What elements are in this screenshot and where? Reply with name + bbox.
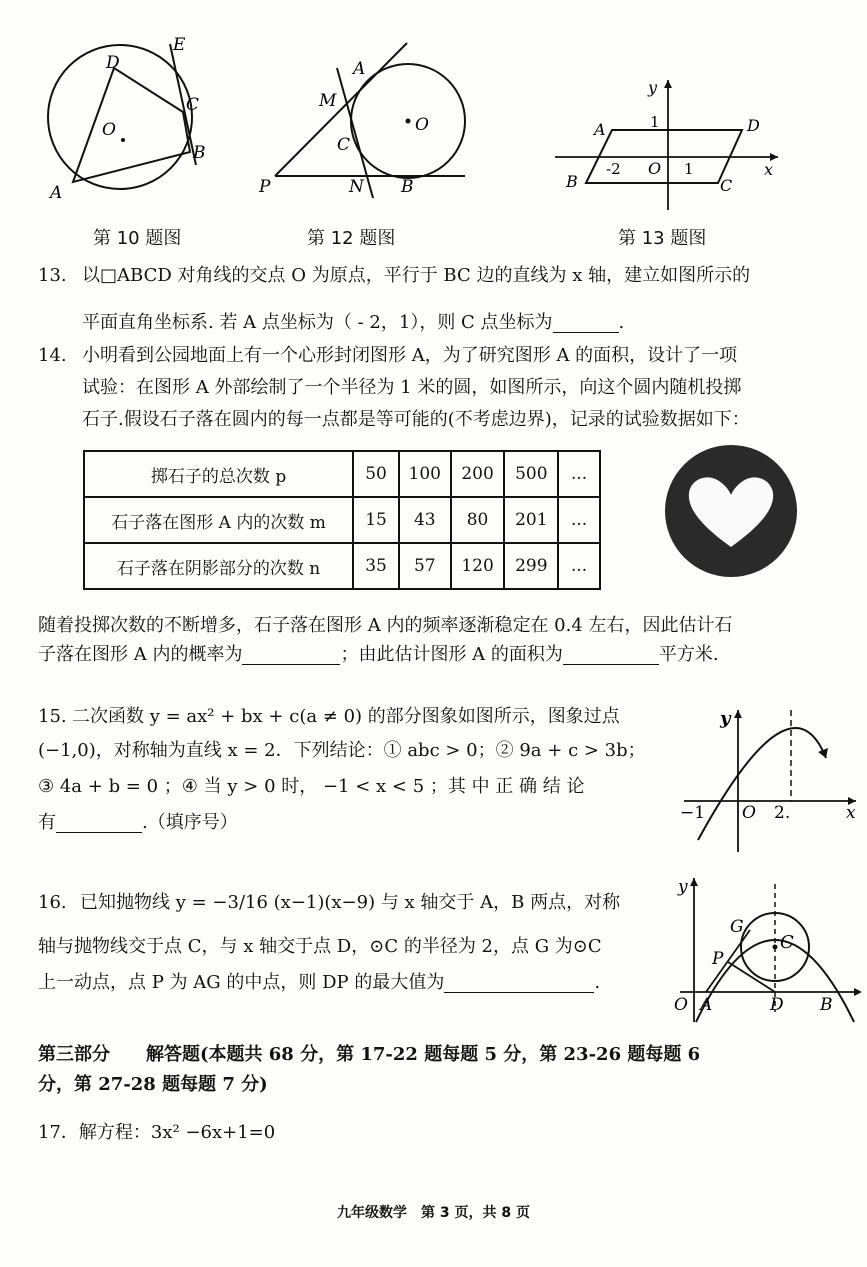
label-a: A <box>594 120 606 139</box>
table-cell: 500 <box>504 451 558 497</box>
label-e: E <box>173 35 186 55</box>
q13-end: . <box>618 312 625 333</box>
q16-line1: 已知抛物线 y = −3/16 (x−1)(x−9) 与 x 轴交于 A，B 两点，对称 <box>80 892 621 913</box>
label-two: 2. <box>774 803 791 823</box>
label-one-x: 1 <box>684 160 694 178</box>
table-cell: ... <box>558 497 600 543</box>
q15-line4b: .（填序号） <box>142 812 238 833</box>
figure-10 <box>40 32 230 212</box>
parabola <box>698 728 826 840</box>
label-o: O <box>415 115 429 135</box>
q14-line5a: 子落在图形 A 内的概率为 <box>38 644 243 665</box>
q14-line5c: 平方米. <box>658 644 719 665</box>
q15-number: 15. <box>38 706 67 727</box>
q14-data-table <box>83 450 601 590</box>
table-row <box>84 543 600 589</box>
q15-line4a: 有 <box>38 812 56 833</box>
q15-line3: ③ 4a + b = 0 ；④ 当 y > 0 时， −1 < x < 5 ；其 中 正 确 结 论 <box>38 776 585 797</box>
q15-line2: (−1,0)，对称轴为直线 x = 2．下列结论：① abc > 0；② 9a + c > 3b； <box>38 740 646 761</box>
label-y: y <box>678 877 688 897</box>
table-cell: ... <box>558 543 600 589</box>
q13-number: 13. <box>38 265 67 286</box>
table-cell: 43 <box>399 497 451 543</box>
q15-line1: 二次函数 y = ax² + bx + c(a ≠ 0) 的部分图象如图所示，图象过点 <box>72 706 620 727</box>
label-b: B <box>566 172 578 191</box>
q14-line3: 石子.假设石子落在圆内的每一点都是等可能的(不考虑边界)，记录的试验数据如下： <box>82 409 750 430</box>
label-x: x <box>846 803 856 823</box>
label-b: B <box>820 995 833 1015</box>
label-m: M <box>319 91 337 111</box>
circle-o <box>48 45 192 189</box>
q14-line5 <box>38 645 719 665</box>
label-neg2: -2 <box>606 160 621 178</box>
label-p: P <box>259 177 271 197</box>
table-row <box>84 497 600 543</box>
q15-answer-blank[interactable] <box>56 814 142 833</box>
label-o: O <box>648 159 662 178</box>
label-a: A <box>700 995 713 1015</box>
label-x: x <box>764 160 774 179</box>
q14-number: 14. <box>38 345 67 366</box>
label-y: y <box>648 78 658 97</box>
label-o: O <box>742 803 756 823</box>
q14-line1: 小明看到公园地面上有一个心形封闭图形 A，为了研究图形 A 的面积，设计了一项 <box>82 345 738 366</box>
table-cell: 120 <box>451 543 505 589</box>
q16-line2: 轴与抛物线交于点 C，与 x 轴交于点 D，⊙C 的半径为 2，点 G 为⊙C <box>38 936 602 957</box>
caption-fig10: 第 10 题图 <box>93 228 182 249</box>
label-d: D <box>770 995 784 1015</box>
table-cell: 35 <box>353 543 399 589</box>
label-a: A <box>353 59 366 79</box>
figure-13 <box>550 75 790 215</box>
q16-line3: 上一动点，点 P 为 AG 的中点，则 DP 的最大值为 <box>38 972 445 993</box>
table-cell: 200 <box>451 451 505 497</box>
q13-line1: 以□ABCD 对角线的交点 O 为原点，平行于 BC 边的直线为 x 轴，建立如图所示的 <box>82 265 751 286</box>
label-a: A <box>50 183 63 203</box>
q16-answer-blank[interactable] <box>444 974 594 993</box>
figure-12 <box>255 38 480 208</box>
q17-text: 17．解方程：3x² −6x+1=0 <box>38 1122 276 1143</box>
page-footer: 九年级数学 第 3 页，共 8 页 <box>337 1205 530 1221</box>
table-row <box>84 451 600 497</box>
part3-heading-line2: 分，第 27-28 题每题 7 分) <box>38 1074 268 1095</box>
part3-heading-line1: 第三部分 解答题(本题共 68 分，第 17-22 题每题 5 分，第 23-26 题每题 6 <box>38 1044 701 1065</box>
q13-answer-blank[interactable] <box>553 314 619 333</box>
q13-line2: 平面直角坐标系. 若 A 点坐标为（ - 2，1），则 C 点坐标为 <box>82 312 553 333</box>
q13-line2-wrap <box>82 313 624 333</box>
caption-fig12: 第 12 题图 <box>307 228 396 249</box>
table-cell: 50 <box>353 451 399 497</box>
table-cell: 掷石子的总次数 p <box>84 451 353 497</box>
label-d: D <box>106 53 120 73</box>
line-pa <box>275 43 407 176</box>
label-c: C <box>337 135 351 155</box>
table-cell: 57 <box>399 543 451 589</box>
label-one: 1 <box>650 113 660 131</box>
label-n: N <box>349 177 364 197</box>
q16-parabola-circle-graph <box>672 872 864 1028</box>
label-neg1: −1 <box>680 803 706 823</box>
heart-circle-figure <box>663 443 799 579</box>
label-b: B <box>401 177 414 197</box>
table-cell: 石子落在图形 A 内的次数 m <box>84 497 353 543</box>
table-cell: 15 <box>353 497 399 543</box>
table-cell: 201 <box>504 497 558 543</box>
q14-line4: 随着投掷次数的不断增多，石子落在图形 A 内的频率逐渐稳定在 0.4 左右，因此估计石 <box>38 615 733 636</box>
label-c: C <box>780 932 794 953</box>
table-cell: 299 <box>504 543 558 589</box>
q15-parabola-graph <box>676 700 862 856</box>
q14-probability-blank[interactable] <box>242 646 340 665</box>
label-c: C <box>186 95 200 115</box>
q16-line3-wrap <box>38 973 600 993</box>
table-cell: 100 <box>399 451 451 497</box>
table-cell: 80 <box>451 497 505 543</box>
q15-line4 <box>38 813 238 833</box>
table-cell: 石子落在阴影部分的次数 n <box>84 543 353 589</box>
q14-area-blank[interactable] <box>563 646 659 665</box>
label-o: O <box>674 995 688 1015</box>
label-p: P <box>712 949 724 969</box>
segment-pd <box>728 962 775 992</box>
label-g: G <box>730 917 744 937</box>
label-c: C <box>720 176 733 195</box>
table-cell: ... <box>558 451 600 497</box>
label-o: O <box>102 120 116 140</box>
label-b: B <box>193 143 206 163</box>
q14-line2: 试验：在图形 A 外部绘制了一个半径为 1 米的圆，如图所示，向这个圆内随机投掷 <box>82 377 742 398</box>
q14-line5b: ；由此估计图形 A 的面积为 <box>340 644 563 665</box>
caption-fig13: 第 13 题图 <box>618 228 707 249</box>
label-y: y <box>720 708 731 729</box>
q16-number: 16. <box>38 892 67 913</box>
label-d: D <box>747 116 760 135</box>
q16-end: . <box>594 972 601 993</box>
